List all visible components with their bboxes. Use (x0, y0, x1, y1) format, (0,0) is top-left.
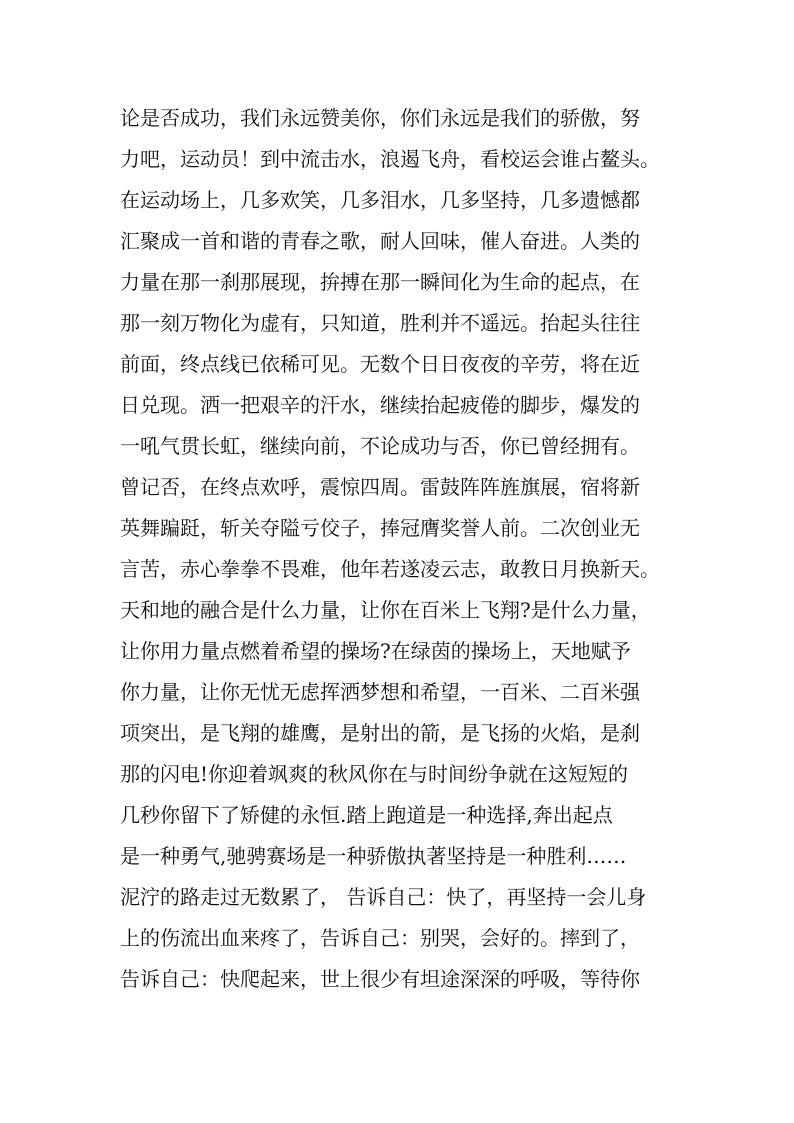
text-line: 论是否成功，我们永远赞美你，你们永远是我们的骄傲，努 (120, 106, 640, 130)
text-line: 泥泞的路走过无数累了， 告诉自己：快了，再坚持一会儿身 (120, 885, 647, 909)
text-line: 一吼气贯长虹，继续向前，不论成功与否，你已曾经拥有。 (120, 434, 640, 458)
text-line: 日兑现。洒一把艰辛的汗水，继续抬起疲倦的脚步，爆发的 (120, 393, 640, 417)
text-line: 几秒你留下了矫健的永恒.踏上跑道是一种选择,奔出起点 (120, 803, 613, 827)
text-line: 在运动场上，几多欢笑，几多泪水，几多坚持，几多遗憾都 (120, 188, 640, 212)
text-line: 是一种勇气,驰骋赛场是一种骄傲执著坚持是一种胜利…… (120, 844, 627, 868)
text-line: 力量在那一刹那展现，拚搏在那一瞬间化为生命的起点，在 (120, 270, 640, 294)
text-line: 你力量，让你无忧无虑挥洒梦想和希望，一百米、二百米强 (120, 680, 640, 704)
text-line: 那一刻万物化为虚有，只知道，胜利并不遥远。抬起头往往 (120, 311, 640, 335)
text-line: 项突出，是飞翔的雄鹰，是射出的箭，是飞扬的火焰，是刹 (120, 721, 640, 745)
text-line: 让你用力量点燃着希望的操场?在绿茵的操场上，天地赋予 (120, 639, 631, 663)
text-line: 前面，终点线已依稀可见。无数个日日夜夜的辛劳，将在近 (120, 352, 640, 376)
text-line: 告诉自己：快爬起来，世上很少有坦途深深的呼吸，等待你 (120, 967, 640, 991)
text-line: 力吧，运动员！到中流击水，浪遏飞舟，看校运会谁占鳌头。 (120, 147, 660, 171)
text-line: 上的伤流出血来疼了，告诉自己：别哭，会好的。摔到了， (120, 926, 640, 950)
text-line: 英舞蹁跹，斩关夺隘亏佼子，捧冠膺奖誉人前。二次创业无 (120, 516, 640, 540)
text-line: 汇聚成一首和谐的青春之歌，耐人回味，催人奋进。人类的 (120, 229, 640, 253)
text-line: 天和地的融合是什么力量，让你在百米上飞翔?是什么力量， (120, 598, 651, 622)
document-body (120, 98, 700, 1000)
text-line: 言苦，赤心拳拳不畏难，他年若遂凌云志，敢教日月换新天。 (120, 557, 660, 581)
text-line: 那的闪电!你迎着飒爽的秋风你在与时间纷争就在这短短的 (120, 762, 629, 786)
text-line: 曾记否，在终点欢呼，震惊四周。雷鼓阵阵旌旗展，宿将新 (120, 475, 640, 499)
